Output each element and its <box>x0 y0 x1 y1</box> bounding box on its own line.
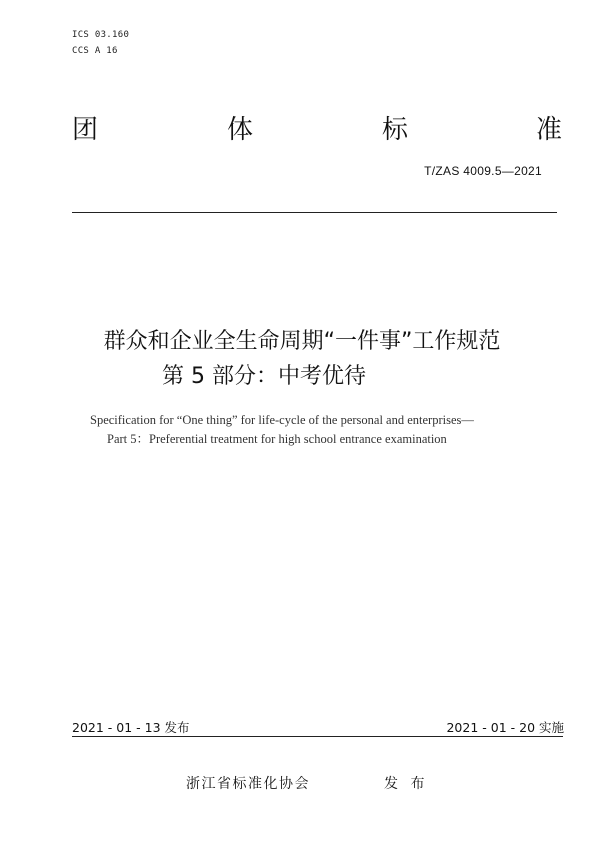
standard-type-char: 标 <box>382 115 409 145</box>
standard-type-char: 团 <box>72 115 99 145</box>
footer-divider <box>72 736 563 737</box>
standard-type-char: 准 <box>536 115 563 145</box>
chinese-title-line2: 第 5 部分：中考优待 <box>162 364 366 389</box>
english-title-line1: Specification for “One thing” for life-cycle of the personal and enterprises— <box>90 413 474 427</box>
ccs-code: CCS A 16 <box>72 46 118 56</box>
standard-number: T/ZAS 4009.5—2021 <box>424 164 542 178</box>
implementation-date: 2021 - 01 - 20 实施 <box>446 720 564 735</box>
standard-type-char: 体 <box>227 115 254 145</box>
publisher-name: 浙江省标准化协会 <box>186 776 310 792</box>
chinese-title-line1: 群众和企业全生命周期“一件事”工作规范 <box>103 329 501 354</box>
issue-date: 2021 - 01 - 13 发布 <box>72 720 190 735</box>
ics-code: ICS 03.160 <box>72 30 130 40</box>
header-divider <box>72 212 557 213</box>
publish-label: 发 布 <box>384 776 429 792</box>
english-title-line2: Part 5：Preferential treatment for high school entrance examination <box>107 432 447 446</box>
